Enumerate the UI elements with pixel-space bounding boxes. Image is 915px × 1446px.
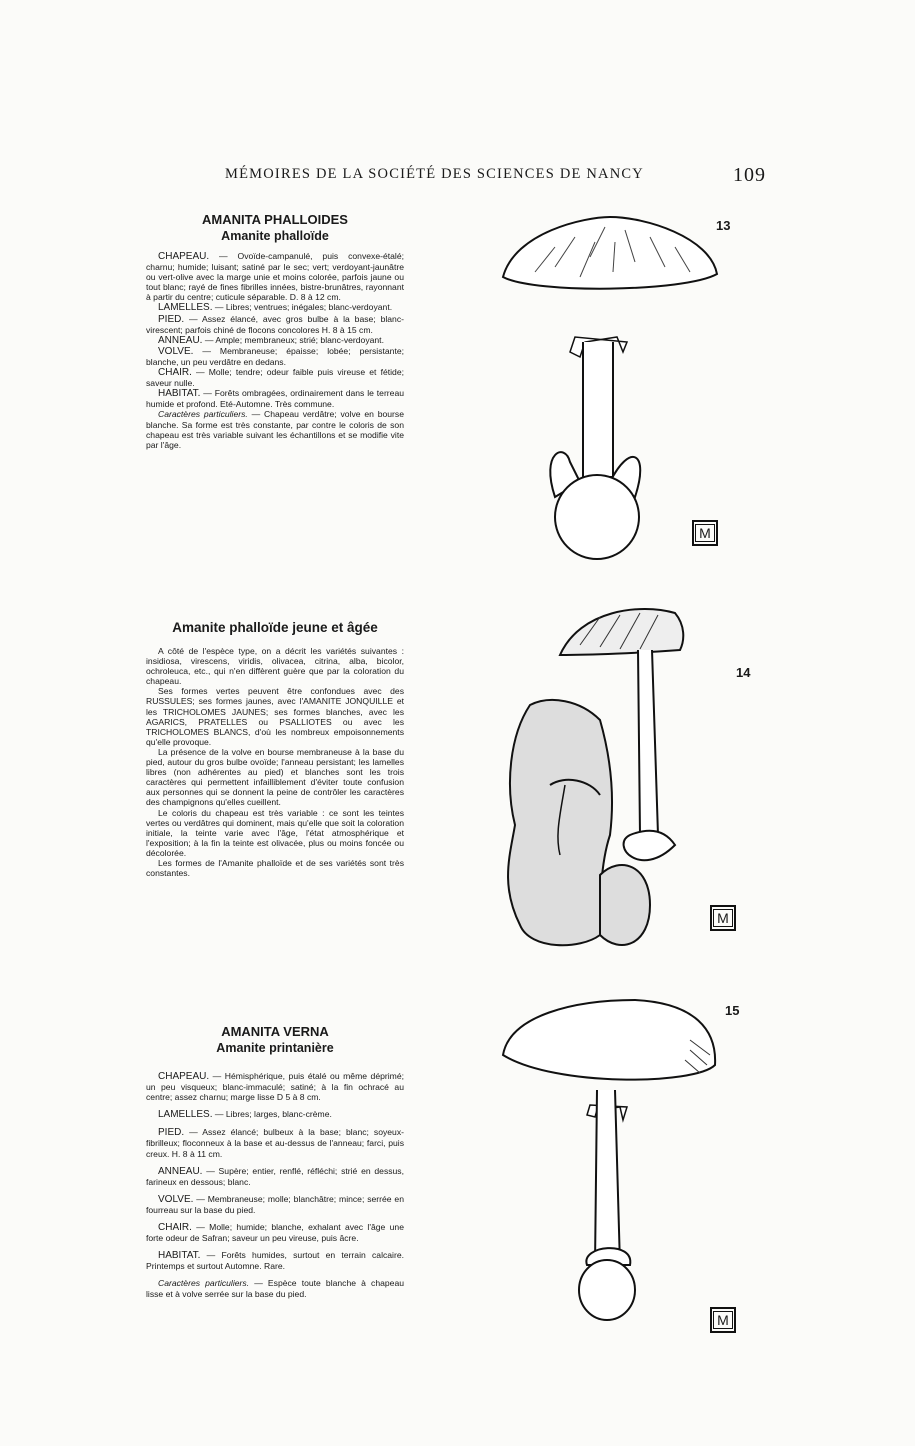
- paragraph-confusions: Ses formes vertes peuvent être confondues avec des RUSSULES; ses formes jaunes, avec l'AMANITE JONQUILLE et les TRICHOLOMES JAUNES; ses formes blanches, avec les AGARICS, PRATELLES ou PSALLIOTES ou avec les TRICHOLOMES BLANCS, d'où les nombreux empoisonnements qu'elle provoque.: [146, 686, 404, 747]
- figure-14-illustration: [490, 605, 720, 960]
- figure-13-illustration: [495, 212, 725, 567]
- paragraph-identification: La présence de la volve en bourse membraneuse à la base du pied, autour du gros bulbe ovoïde; l'anneau persistant; les lamelles libres (non adhérentes au pied) et blanches sont les trois caractères qui permettent infailliblement d'éviter toute confusion aux personnes qui se donnent la peine de contrôler les caractères des champignons qu'elles cueillent.: [146, 746, 404, 808]
- paragraph-volve: VOLVE. — Membraneuse; épaisse; lobée; persistante; blanche, un peu verdâtre en dedans.: [146, 345, 404, 367]
- paragraph-chapeau: CHAPEAU. — Ovoïde-campanulé, puis convexe-étalé; charnu; humide; luisant; satiné par le sec; vert; verdoyant-jaunâtre ou vert-olive avec la marge unie et moins colorée, parfois jaune ou tout blanc; rayé de fines fibrilles innées, bistre-brunâtres, rayonnant à partir du centre; cuticule séparable. D. 8 à 12 cm.: [146, 251, 404, 303]
- figure-14-mark: M: [710, 905, 736, 931]
- paragraph-chair: CHAIR. — Molle; humide; blanche, exhalant avec l'âge une forte odeur de Safran; saveur un peu vireuse, puis âcre.: [146, 1222, 404, 1244]
- section-young-old: [146, 620, 404, 878]
- paragraph-coloring: Le coloris du chapeau est très variable : ce sont les teintes vertes ou verdâtres qui dominent, mais qu'elle que soit la coloration initiale, la teinte varie avec l'âge, l'état atmosphérique et l'exposition; à la fin la teinte est olivacée, plus ou moins foncée ou décolorée.: [146, 807, 404, 858]
- section-title: Amanite phalloïde jeune et âgée: [172, 620, 378, 635]
- paragraph-pied: PIED. — Assez élancé; bulbeux à la base; blanc; soyeux-fibrilleux; floconneux à la base et au-dessus de l'anneau; farci, puis creux. H. 8 à 11 cm.: [146, 1127, 404, 1159]
- figure-14-number: 14: [736, 665, 751, 680]
- section-amanita-phalloides: [146, 212, 404, 450]
- paragraph-caracteres: Caractères particuliers. — Chapeau verdâtre; volve en bourse blanche. Sa forme est très constante, par contre le coloris de son chapeau est très variable suivant les échantillons et se modifie vite par l'âge.: [146, 409, 404, 450]
- section-amanita-verna: [146, 1024, 404, 1299]
- figure-13-number: 13: [716, 218, 731, 233]
- section-subtitle: Amanite printanière: [216, 1041, 334, 1055]
- paragraph-chapeau: CHAPEAU. — Hémisphérique, puis étalé ou même déprimé; un peu visqueux; blanc-immaculé; satiné; à la fin ochracé au centre; assez charnu; marge lisse D 5 à 8 cm.: [146, 1071, 404, 1103]
- figure-13-mark: M: [692, 520, 718, 546]
- paragraph-habitat: HABITAT. — Forêts humides, surtout en terrain calcaire. Printemps et surtout Automne. Rare.: [146, 1250, 404, 1272]
- figure-15-mark: M: [710, 1307, 736, 1333]
- paragraph-anneau: ANNEAU. — Ample; membraneux; strié; blanc-verdoyant.: [158, 334, 384, 346]
- paragraph-volve: VOLVE. — Membraneuse; molle; blanchâtre; mince; serrée en fourreau sur la base du pied.: [146, 1193, 404, 1215]
- section-title: AMANITA PHALLOIDES: [202, 212, 348, 227]
- running-head: MÉMOIRES DE LA SOCIÉTÉ DES SCIENCES DE NANCY: [225, 166, 644, 182]
- paragraph-lamelles: LAMELLES. — Libres; larges, blanc-crème.: [158, 1109, 332, 1121]
- paragraph-varieties: A côté de l'espèce type, on a décrit les variétés suivantes : insidiosa, virescens, viridis, olivacea, citrina, alba, bicolor, ochroleuca, etc., qui n'en diffèrent guère que par la coloration du chapeau.: [146, 646, 404, 687]
- paragraph-pied: PIED. — Assez élancé, avec gros bulbe à la base; blanc-virescent; parfois chiné de flocons concolores H. 8 à 15 cm.: [146, 313, 404, 335]
- paragraph-forms: Les formes de l'Amanite phalloïde et de ses variétés sont très constantes.: [146, 857, 404, 879]
- paragraph-chair: CHAIR. — Molle; tendre; odeur faible puis vireuse et fétide; saveur nulle.: [146, 367, 404, 389]
- paragraph-habitat: HABITAT. — Forêts ombragées, ordinairement dans le terreau humide et profond. Eté-Automne. Très commune.: [146, 388, 404, 410]
- section-subtitle: Amanite phalloïde: [221, 229, 329, 243]
- paragraph-anneau: ANNEAU. — Supère; entier, renflé, réfléchi; strié en dessus, farineux en dessous; blanc.: [146, 1165, 404, 1187]
- paragraph-caracteres: Caractères particuliers. — Espèce toute blanche à chapeau lisse et à volve serrée sur la base du pied.: [146, 1278, 404, 1299]
- figure-15-illustration: [495, 995, 725, 1350]
- figure-15-number: 15: [725, 1003, 740, 1018]
- section-title: AMANITA VERNA: [221, 1024, 329, 1039]
- page-number: 109: [733, 164, 766, 186]
- paragraph-lamelles: LAMELLES. — Libres; ventrues; inégales; blanc-verdoyant.: [158, 302, 393, 314]
